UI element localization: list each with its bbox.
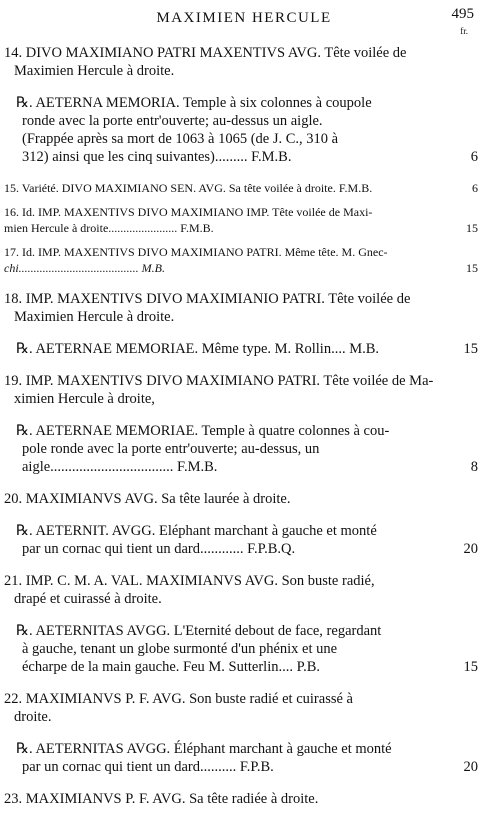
price: 15 (466, 221, 478, 235)
entry-21-reverse (16, 622, 488, 676)
entry-14-reverse (16, 94, 488, 166)
entry-line: ximien Hercule à droite, (14, 391, 155, 407)
entry-22-reverse (16, 740, 488, 776)
entry-line: 19. IMP. MAXENTIVS DIVO MAXIMIANO PATRI. Tête voilée de Ma- (4, 373, 434, 389)
entry-line: ℞. AETERNIT. AVGG. Eléphant marchant à gauche et monté (16, 523, 377, 539)
price: 20 (463, 759, 478, 775)
price: 20 (463, 541, 478, 557)
entry-line: ℞. AETERNAE MEMORIAE. Temple à quatre colonnes à cou- (16, 423, 390, 439)
entry-23-obverse (4, 790, 488, 808)
entry-line: 16. Id. IMP. MAXENTIVS DIVO MAXIMIANO IMP. Tête voilée de Maxi- (4, 205, 373, 219)
entry-line: 14. DIVO MAXIMIANO PATRI MAXENTIVS AVG. Tête voilée de (4, 45, 407, 61)
entry-line: à gauche, tenant un globe surmonté d'un phénix et une (22, 641, 338, 657)
entry-21-obverse (4, 572, 488, 608)
entry-18-obverse (4, 290, 488, 326)
entry-line: 15. Variété. DIVO MAXIMIANO SEN. AVG. Sa tête voilée à droite. F.M.B. (4, 181, 373, 195)
entry-19-reverse (16, 422, 488, 476)
price: 15 (463, 341, 478, 357)
entry-line: ronde avec la porte entr'ouverte; au-dessus un aigle. (22, 113, 323, 129)
entry-16 (4, 204, 488, 236)
entry-line: ℞. AETERNITAS AVGG. Éléphant marchant à gauche et monté (16, 741, 392, 757)
entry-line: pole ronde avec la porte entr'ouverte; au-dessus, un (22, 441, 320, 457)
entry-line: 17. Id. IMP. MAXENTIVS DIVO MAXIMIANO PATRI. Même tête. M. Gnec- (4, 245, 388, 259)
entry-line: ℞. AETERNA MEMORIA. Temple à six colonnes à coupole (16, 95, 372, 111)
entry-line: Maximien Hercule à droite. (14, 309, 175, 325)
page-header (0, 6, 488, 42)
entry-line: (Frappée après sa mort de 1063 à 1065 (de J. C., 310 à (22, 131, 339, 147)
entry-line: par un cornac qui tient un dard............ F.P.B.Q. (22, 541, 296, 557)
entry-line: ℞. AETERNAE MEMORIAE. Même type. M. Rollin.... M.B. (16, 341, 380, 357)
price: 15 (466, 261, 478, 275)
entry-19-obverse (4, 372, 488, 408)
entry-20-reverse (16, 522, 488, 558)
entry-17 (4, 244, 488, 276)
entry-line: 18. IMP. MAXENTIVS DIVO MAXIMIANIO PATRI. Tête voilée de (4, 291, 411, 307)
entry-line: 20. MAXIMIANVS AVG. Sa tête laurée à droite. (4, 491, 291, 507)
entry-line: Maximien Hercule à droite. (14, 63, 175, 79)
entry-14-obverse (4, 44, 488, 80)
entry-line: droite. (14, 709, 52, 725)
entry-line: chi........................................ M.B. (4, 261, 165, 275)
entry-line: 22. MAXIMIANVS P. F. AVG. Son buste radié et cuirassé à (4, 691, 353, 707)
entry-20-obverse (4, 490, 488, 508)
entry-15 (4, 180, 488, 196)
price: 15 (463, 659, 478, 675)
price: 8 (470, 459, 478, 475)
page-number: 495 (451, 6, 474, 22)
entry-line: mien Hercule à droite....................... F.M.B. (4, 221, 214, 235)
entry-18-reverse (16, 340, 488, 358)
currency-unit: fr. (460, 26, 468, 36)
entry-line: 21. IMP. C. M. A. VAL. MAXIMIANVS AVG. Son buste radié, (4, 573, 375, 589)
page-title: MAXIMIEN HERCULE (156, 10, 332, 26)
entry-line: 312) ainsi que les cinq suivantes)......... F.M.B. (22, 149, 292, 165)
entry-line: 23. MAXIMIANVS P. F. AVG. Sa tête radiée à droite. (4, 791, 319, 807)
entry-line: écharpe de la main gauche. Feu M. Sutterlin.... P.B. (22, 659, 320, 675)
price: 6 (472, 181, 478, 195)
price: 6 (470, 149, 478, 165)
catalogue-entries (0, 44, 488, 808)
entry-line: ℞. AETERNITAS AVGG. L'Eternité debout de face, regardant (16, 623, 382, 639)
entry-line: par un cornac qui tient un dard.......... F.P.B. (22, 759, 274, 775)
entry-line: drapé et cuirassé à droite. (14, 591, 162, 607)
entry-line: aigle.................................. F.M.B. (22, 459, 218, 475)
entry-22-obverse (4, 690, 488, 726)
